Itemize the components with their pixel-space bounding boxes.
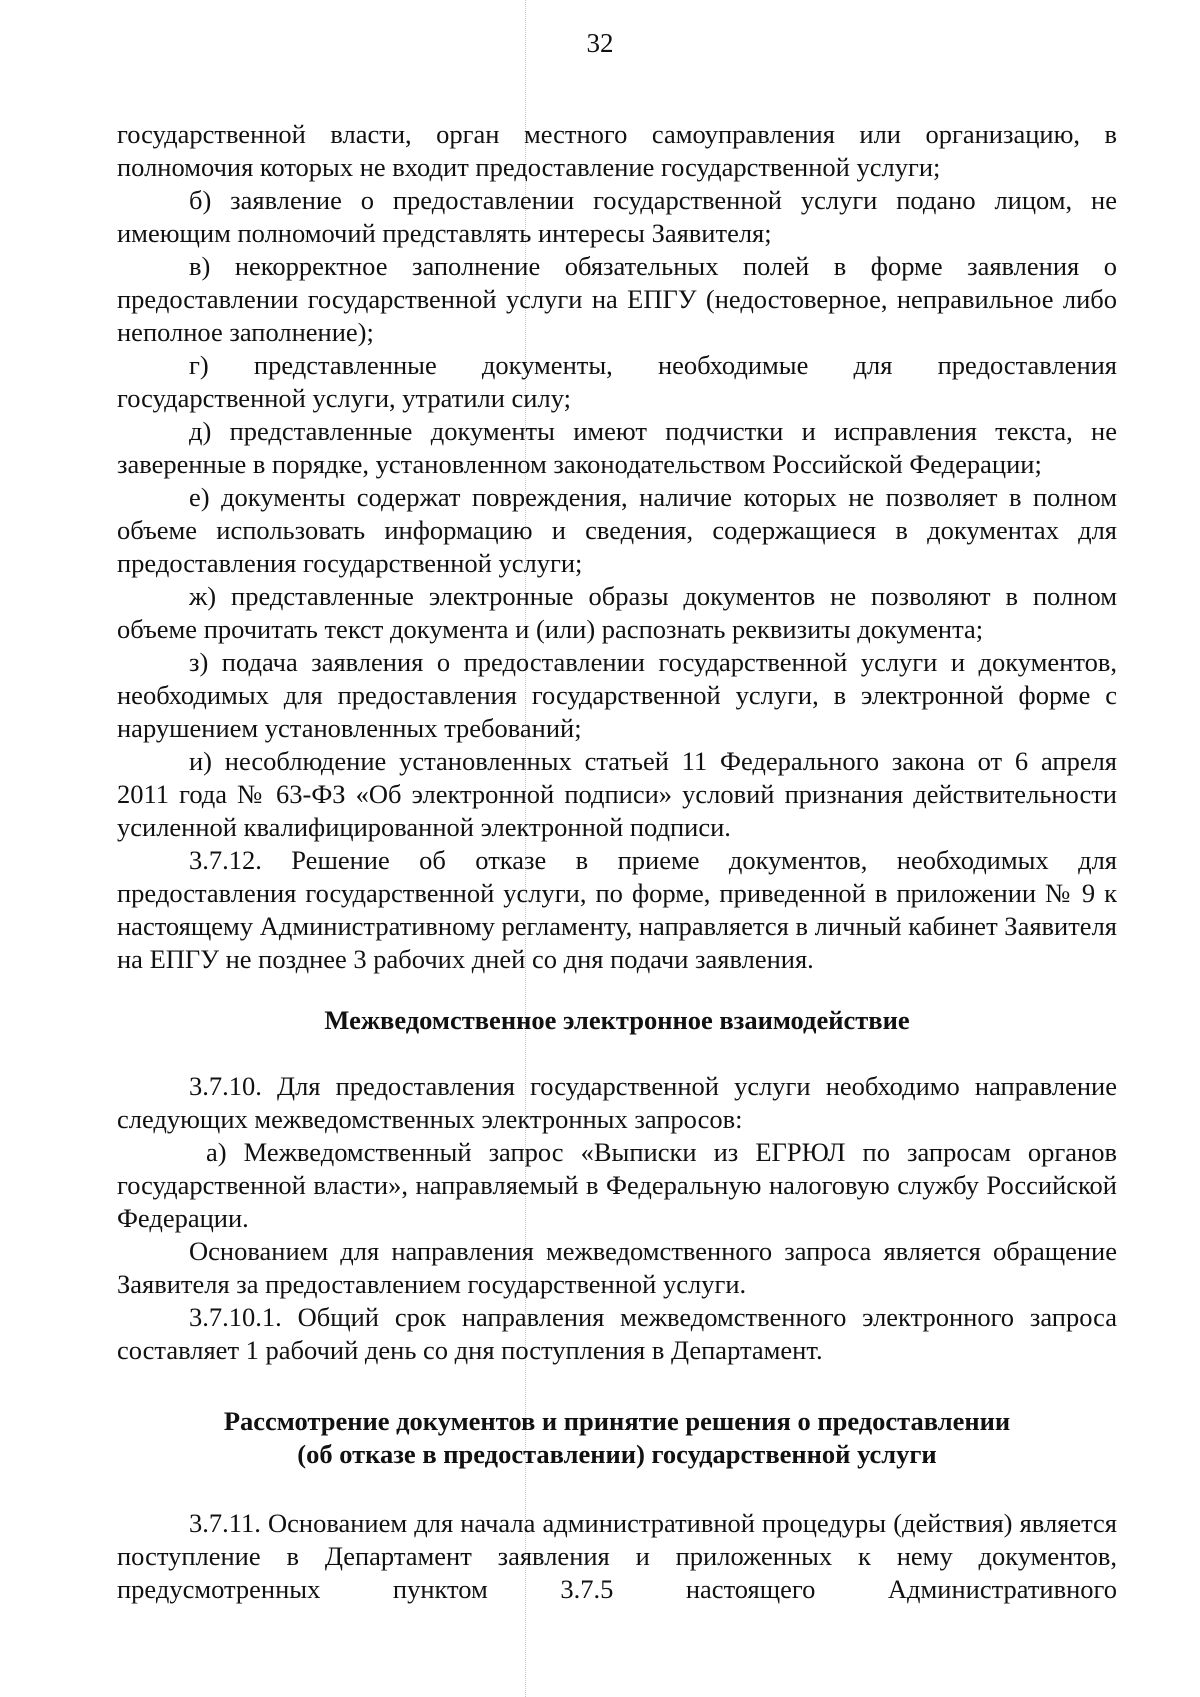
list-item-z: з) подача заявления о предоставлении государственной услуги и документов, необходимых для предоставления государственной услуги, в электронной форме с нарушением установленных требований; [117, 647, 1117, 743]
section-heading-interagency: Межведомственное электронное взаимодействие [324, 1005, 910, 1035]
list-item-zh: ж) представленные электронные образы документов не позволяют в полном объеме прочитать текст документа и (или) распознать реквизиты документа; [117, 581, 1117, 644]
paragraph-basis: Основанием для направления межведомственного запроса является обращение Заявителя за предоставлением государственной услуги. [117, 1236, 1117, 1299]
section-heading-review-line1: Рассмотрение документов и принятие решения о предоставлении [223, 1406, 1011, 1436]
list-item-d: д) представленные документы имеют подчистки и исправления текста, не заверенные в порядке, установленном законодательством Российской Федерации; [117, 416, 1117, 479]
list-item-v: в) некорректное заполнение обязательных полей в форме заявления о предоставлении государственной услуги на ЕПГУ (недостоверное, неправильное либо неполное заполнение); [117, 251, 1117, 347]
clause-3-7-10: 3.7.10. Для предоставления государственной услуги необходимо направление следующих межведомственных электронных запросов: [117, 1071, 1117, 1134]
list-item-b: б) заявление о предоставлении государственной услуги подано лицом, не имеющим полномочий представлять интересы Заявителя; [117, 185, 1117, 248]
list-item-e: е) документы содержат повреждения, наличие которых не позволяет в полном объеме использовать информацию и сведения, содержащиеся в документах для предоставления государственной услуги; [117, 482, 1117, 578]
clause-3-7-12: 3.7.12. Решение об отказе в приеме документов, необходимых для предоставления государственной услуги, по форме, приведенной в приложении № 9 к настоящему Административному регламенту, направляется в личный кабинет Заявителя на ЕПГУ не позднее 3 рабочих дней со дня подачи заявления. [117, 845, 1117, 974]
clause-3-7-11: 3.7.11. Основанием для начала административной процедуры (действия) является поступление в Департамент заявления и приложенных к нему документов, предусмотренных пунктом 3.7.5 настоящего Административного [117, 1508, 1117, 1604]
list-item-g: г) представленные документы, необходимые для предоставления государственной услуги, утратили силу; [117, 350, 1117, 413]
page-number: 32 [586, 28, 614, 58]
paragraph-continuation: государственной власти, орган местного самоуправления или организацию, в полномочия которых не входит предоставление государственной услуги; [117, 119, 1117, 182]
clause-3-7-10-1: 3.7.10.1. Общий срок направления межведомственного электронного запроса составляет 1 рабочий день со дня поступления в Департамент. [117, 1302, 1117, 1365]
document-body [117, 118, 1117, 1606]
list-item-a: а) Межведомственный запрос «Выписки из ЕГРЮЛ по запросам органов государственной власти», направляемый в Федеральную налоговую службу Российской Федерации. [117, 1137, 1117, 1233]
list-item-i: и) несоблюдение установленных статьей 11 Федерального закона от 6 апреля 2011 года № 63-ФЗ «Об электронной подписи» условий признания действительности усиленной квалифицированной электронной подписи. [117, 746, 1117, 842]
section-heading-review-line2: (об отказе в предоставлении) государственной услуги [297, 1439, 937, 1469]
